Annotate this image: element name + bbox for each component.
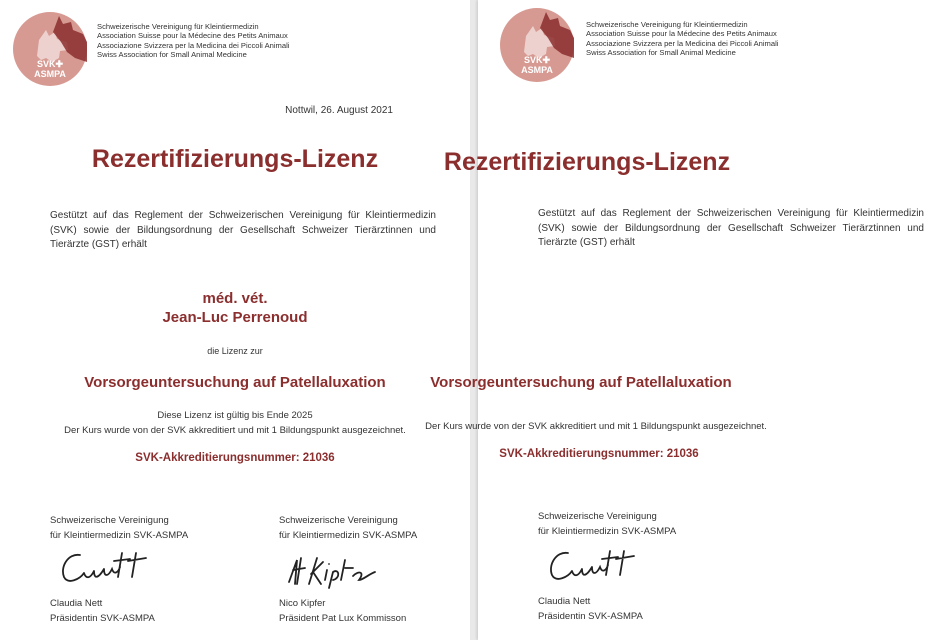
course-note: Der Kurs wurde von der SVK akkreditiert und mit 1 Bildungspunkt ausgezeichnet. bbox=[425, 421, 767, 432]
association-name-en: Swiss Association for Small Animal Medicine bbox=[586, 48, 736, 58]
logo-text-asmpa: ASMPA bbox=[521, 65, 553, 75]
logo-text-svk: SVK✚ bbox=[523, 55, 551, 65]
signatory-left bbox=[50, 596, 155, 626]
signatory-org-line: für Kleintiermedizin SVK-ASMPA bbox=[279, 529, 418, 541]
accreditation-number: SVK-Akkreditierungsnummer: 21036 bbox=[135, 452, 335, 464]
logo-text-asmpa: ASMPA bbox=[34, 69, 66, 79]
certificate-page-duplicate bbox=[425, 0, 948, 640]
certificate-title: Rezertifizierungs-Lizenz bbox=[91, 145, 379, 173]
signature-claudia-nett bbox=[58, 545, 158, 589]
license-subject: Vorsorgeuntersuchung auf Patellaluxation bbox=[84, 374, 386, 391]
signatory-left bbox=[538, 594, 643, 624]
association-name-de: Schweizerische Vereinigung für Kleintiermedizin bbox=[586, 20, 748, 29]
association-name-de: Schweizerische Vereinigung für Kleintiermedizin bbox=[97, 22, 259, 31]
place-date: Nottwil, 26. August 2021 bbox=[285, 105, 393, 116]
recipient-degree: méd. vét. bbox=[202, 290, 268, 307]
logo-text-svk: SVK✚ bbox=[36, 59, 64, 69]
association-name-fr: Association Suisse pour la Médecine des Petits Animaux bbox=[97, 31, 288, 41]
svk-asmpa-logo bbox=[500, 8, 574, 82]
signatory-name: Claudia Nett bbox=[50, 598, 103, 609]
signatory-org-line: Schweizerische Vereinigung bbox=[50, 515, 169, 526]
association-names bbox=[586, 20, 778, 58]
signatory-role: Präsidentin SVK-ASMPA bbox=[50, 613, 155, 624]
signature-nico-kipfer bbox=[283, 550, 383, 590]
signatory-role: Präsidentin SVK-ASMPA bbox=[538, 611, 643, 622]
recipient-name: Jean-Luc Perrenoud bbox=[162, 309, 308, 326]
signatory-org-line: Schweizerische Vereinigung bbox=[538, 511, 657, 522]
association-name-en: Swiss Association for Small Animal Medicine bbox=[97, 50, 247, 60]
signatory-org-line: Schweizerische Vereinigung bbox=[279, 515, 398, 526]
signature-claudia-nett bbox=[546, 543, 646, 587]
signatory-name: Nico Kipfer bbox=[279, 598, 326, 609]
intro-paragraph: Gestützt auf das Reglement der Schweizerischen Vereinigung für Kleintiermedizin (SVK) sowie der Bildungsordnung der Gesellschaft Schweizer Tierärztinnen und Tierärzte (GST) erhält bbox=[538, 208, 924, 248]
certificate-title: Rezertifizierungs-Lizenz bbox=[443, 148, 731, 176]
association-name-fr: Association Suisse pour la Médecine des Petits Animaux bbox=[586, 29, 777, 39]
course-note: Der Kurs wurde von der SVK akkreditiert und mit 1 Bildungspunkt ausgezeichnet. bbox=[64, 425, 406, 436]
validity-text: Diese Lizenz ist gültig bis Ende 2025 bbox=[157, 410, 313, 421]
association-name-it: Associazione Svizzera per la Medicina dei Piccoli Animali bbox=[586, 38, 779, 48]
signatory-name: Claudia Nett bbox=[538, 596, 591, 607]
association-name-it: Associazione Svizzera per la Medicina dei Piccoli Animali bbox=[97, 40, 290, 50]
accreditation-number: SVK-Akkreditierungsnummer: 21036 bbox=[499, 448, 699, 460]
signatory-org-left bbox=[538, 510, 676, 539]
grant-text: die Lizenz zur bbox=[207, 346, 263, 356]
signatory-role: Präsident Pat Lux Kommisson bbox=[279, 613, 407, 624]
signatory-org-left bbox=[50, 514, 188, 543]
intro-paragraph: Gestützt auf das Reglement der Schweizerischen Vereinigung für Kleintiermedizin (SVK) sowie der Bildungsordnung der Gesellschaft Schweizer Tierärztinnen und Tierärzte (GST) erhält bbox=[50, 210, 436, 250]
svk-asmpa-logo bbox=[13, 12, 87, 86]
signatory-org-line: für Kleintiermedizin SVK-ASMPA bbox=[50, 529, 189, 541]
signatory-right bbox=[279, 596, 406, 626]
signatory-org-line: für Kleintiermedizin SVK-ASMPA bbox=[538, 525, 677, 537]
certificate-page bbox=[0, 0, 470, 640]
license-subject: Vorsorgeuntersuchung auf Patellaluxation bbox=[430, 374, 732, 391]
signatory-org-right bbox=[279, 514, 417, 543]
association-names bbox=[97, 22, 289, 60]
